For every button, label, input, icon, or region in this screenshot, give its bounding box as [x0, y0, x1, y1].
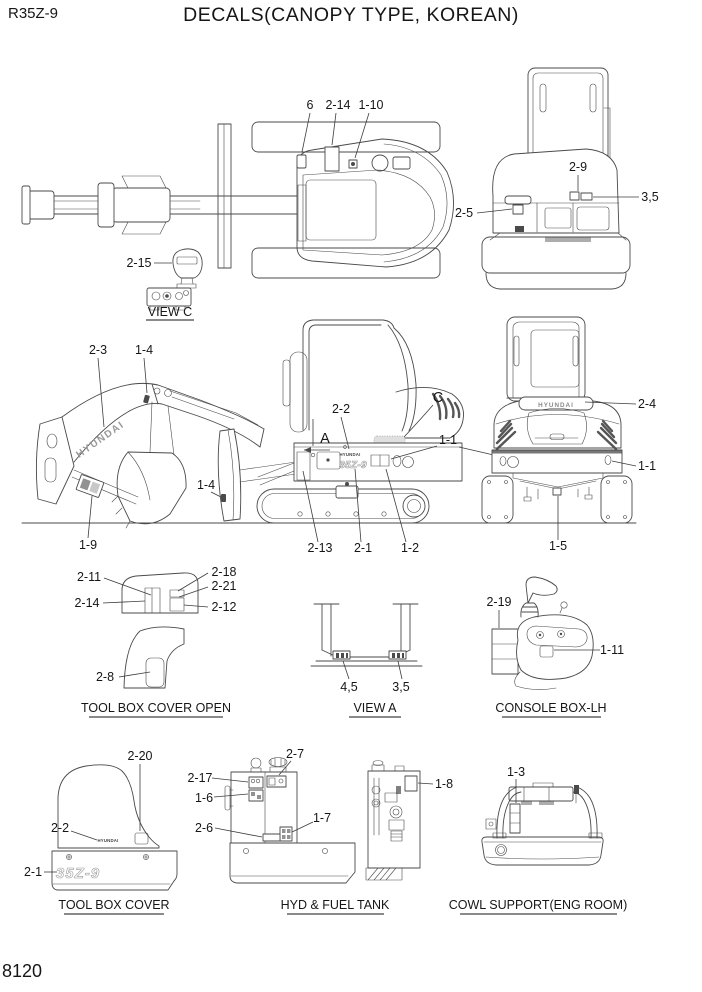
console-title: CONSOLE BOX-LH	[495, 701, 607, 715]
drawing-boom-attachment	[36, 343, 296, 552]
callout-2-7: 2-7	[285, 747, 305, 761]
drawing-cowl-support	[449, 765, 627, 914]
callout-2-12: 2-12	[211, 600, 237, 614]
cover-brand-decal: HYUNDAI	[97, 838, 119, 843]
hyd-fuel-title: HYD & FUEL TANK	[280, 898, 390, 912]
callout-2-2b: 2-2	[50, 821, 70, 835]
leader-2-8	[119, 672, 150, 677]
leader-3-5b	[398, 661, 402, 679]
drawing-machine-side-view	[257, 320, 498, 555]
decal-3-5	[581, 193, 592, 200]
decal-2-20	[135, 833, 148, 844]
callout-1-9: 1-9	[78, 538, 98, 552]
decal-1-4-boom	[143, 395, 150, 404]
page-title: DECALS(CANOPY TYPE, KOREAN)	[183, 4, 519, 26]
leader-c	[404, 405, 433, 437]
view-a-title: VIEW A	[353, 701, 397, 715]
drawing-view-a	[311, 604, 422, 717]
drawing-console-box-lh	[486, 577, 624, 717]
callout-1-4: 1-4	[134, 343, 154, 357]
callout-1-7: 1-7	[312, 811, 332, 825]
callout-2-3: 2-3	[88, 343, 108, 357]
decal-2-5	[513, 205, 523, 214]
callout-2-14b: 2-14	[74, 596, 100, 610]
callout-4-5: 4,5	[340, 680, 358, 694]
callout-2-17: 2-17	[187, 771, 213, 785]
callout-2-1: 2-1	[353, 541, 373, 555]
leader-2-14	[332, 113, 336, 145]
side-panel	[294, 443, 462, 481]
ref-letter-c: C	[432, 390, 444, 406]
callout-2-19: 2-19	[486, 595, 512, 609]
callout-1-8: 1-8	[434, 777, 454, 791]
decal-1-8	[405, 776, 417, 791]
callout-1-10: 1-10	[358, 98, 384, 112]
decal-1-5	[553, 488, 561, 495]
view-c-title: VIEW C	[147, 305, 193, 319]
side-model-logo: 35Z-9	[339, 460, 367, 471]
pin	[574, 785, 579, 794]
dozer-blade	[218, 429, 241, 521]
callout-2-2: 2-2	[331, 402, 351, 416]
page-number: 8120	[2, 961, 43, 981]
ref-letter-a: A	[320, 431, 330, 447]
callout-1-1-mid: 1-1	[438, 433, 458, 447]
decal-6	[297, 155, 306, 168]
decal-2-14	[325, 147, 339, 171]
callout-2-8: 2-8	[95, 670, 115, 684]
callout-1-6: 1-6	[194, 791, 214, 805]
callout-1-3: 1-3	[506, 765, 526, 779]
callout-6: 6	[306, 98, 314, 112]
callout-1-4-blade: 1-4	[196, 478, 216, 492]
drawing-top-view	[22, 98, 454, 278]
callout-3-5: 3,5	[641, 190, 659, 204]
decal-2-12	[170, 598, 184, 611]
callout-2-9: 2-9	[568, 160, 588, 174]
decal-1-3	[510, 804, 520, 833]
leader-6	[302, 113, 310, 152]
leader-2-11	[104, 578, 151, 595]
callout-2-5: 2-5	[454, 206, 474, 220]
drawing-rear-elevated-view	[455, 68, 659, 289]
cover-model-logo: 35Z-9	[55, 865, 101, 882]
decal-2-6	[263, 834, 280, 841]
leader-1-7	[292, 822, 313, 832]
callout-2-20: 2-20	[127, 749, 153, 763]
drawing-tool-box-cover-open	[74, 565, 236, 717]
leader-2-21	[179, 587, 208, 597]
leader-2-6	[215, 828, 262, 837]
callout-2-13: 2-13	[307, 541, 333, 555]
leader-2-2b	[71, 831, 97, 840]
drawing-hyd-fuel-tank	[187, 747, 453, 914]
decal-1-9	[76, 474, 104, 497]
decal-2-19	[492, 629, 518, 674]
leader-2-17	[212, 778, 248, 782]
callout-2-21: 2-21	[211, 579, 237, 593]
callout-2-18: 2-18	[211, 565, 237, 579]
seat-back	[290, 352, 307, 432]
joystick	[526, 577, 557, 603]
drawing-view-c	[126, 249, 202, 320]
callout-1-11: 1-11	[599, 643, 625, 657]
callout-1-1-rear: 1-1	[637, 459, 657, 473]
callout-2-15: 2-15	[126, 256, 152, 270]
leader-4-5	[343, 661, 349, 679]
callout-2-1b: 2-1	[23, 865, 43, 879]
callout-2-6: 2-6	[194, 821, 214, 835]
callout-1-2: 1-2	[400, 541, 420, 555]
drawing-machine-rear-view	[482, 317, 656, 553]
callout-2-4: 2-4	[637, 397, 657, 411]
drawing-tool-box-cover	[24, 749, 177, 914]
callout-3-5b: 3,5	[392, 680, 410, 694]
decal-2-17	[249, 777, 263, 788]
callout-2-11: 2-11	[76, 570, 102, 584]
decal-2-9	[570, 192, 579, 200]
leader-1-9	[88, 496, 92, 538]
leader-1-4	[144, 358, 147, 393]
cowl-support-title: COWL SUPPORT(ENG ROOM)	[448, 898, 628, 912]
rear-brand-decal: HYUNDAI	[538, 402, 574, 409]
leader-1-10	[355, 113, 369, 158]
side-brand-decal: HYUNDAI	[339, 452, 361, 457]
decal-1-4-blade	[221, 494, 226, 502]
leader-2-12	[184, 605, 208, 607]
callout-2-14-top: 2-14	[325, 98, 351, 112]
leader-2-14b	[103, 601, 145, 603]
tool-box-open-title: TOOL BOX COVER OPEN	[80, 701, 232, 715]
boom-brand-decal: HYUNDAI	[74, 419, 127, 461]
decal-2-11	[145, 588, 160, 613]
tool-box-cover-title: TOOL BOX COVER	[58, 898, 170, 912]
callout-1-5: 1-5	[548, 539, 568, 553]
model-code: R35Z-9	[8, 5, 59, 22]
decal-2-15	[177, 257, 197, 264]
